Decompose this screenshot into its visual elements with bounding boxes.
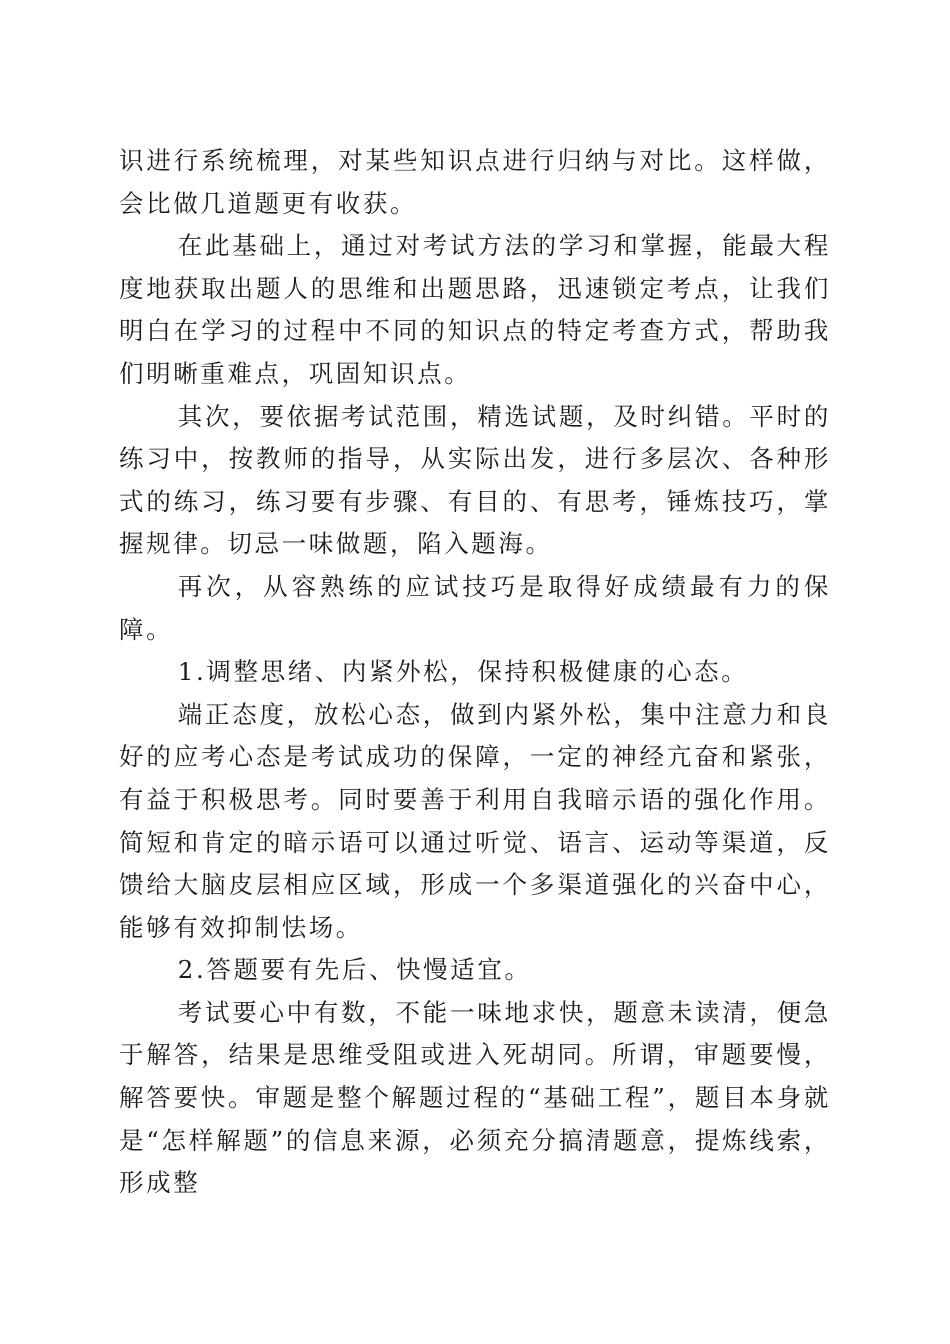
paragraph-answer-order: 考试要心中有数，不能一味地求快，题意未读清，便急于解答，结果是思维受阻或进入死胡同。所谓，审题要慢，解答要快。审题是整个解题过程的“基础工程”，题目本身就是“怎样解题”的信息来源，必须充分搞清题意，提炼线索，形成整 bbox=[119, 997, 831, 1198]
heading-item-1: 1.调整思绪、内紧外松，保持积极健康的心态。 bbox=[177, 657, 749, 687]
body-text bbox=[119, 140, 831, 1205]
paragraph-exam-skills: 再次，从容熟练的应试技巧是取得好成绩最有力的保障。 bbox=[119, 571, 831, 644]
heading-item-2: 2.答题要有先后、快慢适宜。 bbox=[177, 955, 532, 985]
paragraph-practice: 其次，要依据考试范围，精选试题，及时纠错。平时的练习中，按教师的指导，从实际出发，进行多层次、各种形式的练习，练习要有步骤、有目的、有思考，锤炼技巧，掌握规律。切忌一味做题，陷入题海。 bbox=[119, 401, 831, 559]
paragraph-continuation: 识进行系统梳理，对某些知识点进行归纳与对比。这样做，会比做几道题更有收获。 bbox=[119, 146, 831, 218]
paragraph-mindset: 端正态度，放松心态，做到内紧外松，集中注意力和良好的应考心态是考试成功的保障，一定的神经亢奋和紧张，有益于积极思考。同时要善于利用自我暗示语的强化作用。简短和肯定的暗示语可以通过听觉、语言、运动等渠道，反馈给大脑皮层相应区域，形成一个多渠道强化的兴奋中心，能够有效抑制怯场。 bbox=[119, 699, 831, 942]
paragraph-exam-methods: 在此基础上，通过对考试方法的学习和掌握，能最大程度地获取出题人的思维和出题思路，迅速锁定考点，让我们明白在学习的过程中不同的知识点的特定考查方式，帮助我们明晰重难点，巩固知识点。 bbox=[119, 231, 831, 388]
